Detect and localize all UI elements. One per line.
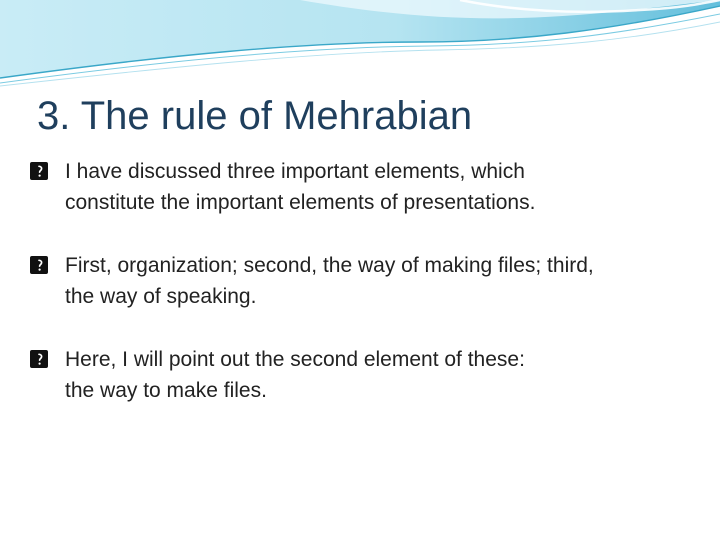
bullet-text-line: Here, I will point out the second element of these: [65, 348, 525, 371]
bullet-text-line: the way to make files. [65, 379, 267, 402]
bullet-item [30, 250, 700, 312]
header-swoosh-decoration [0, 0, 720, 90]
bullet-text-line: constitute the important elements of presentations. [65, 191, 536, 214]
bullet-text-line: the way of speaking. [65, 285, 257, 308]
replacement-character-icon [30, 162, 48, 180]
bullet-item [30, 156, 700, 218]
replacement-character-icon [30, 256, 48, 274]
replacement-character-icon [30, 350, 48, 368]
slide-title: 3. The rule of Mehrabian [37, 94, 473, 138]
bullet-text-line: First, organization; second, the way of making files; third, [65, 254, 594, 277]
bullet-list [30, 156, 700, 406]
bullet-text-line: I have discussed three important elements, which [65, 160, 525, 183]
bullet-item [30, 344, 700, 406]
